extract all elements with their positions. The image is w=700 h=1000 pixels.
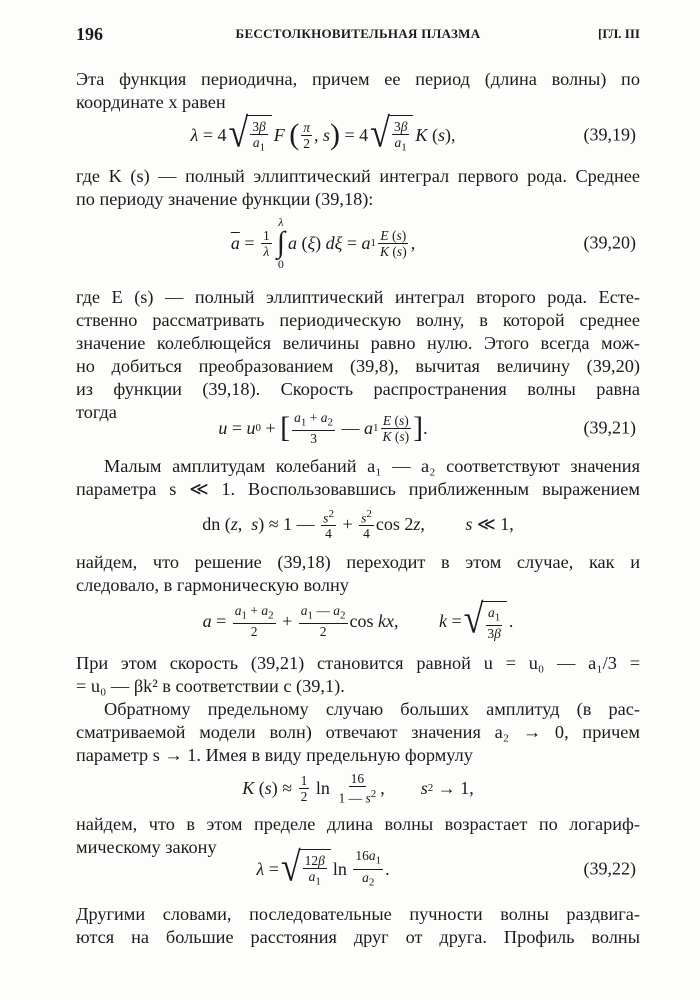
equation-body: $\overline{a}$ = 1 λ λ ∫ 0 a ( ξ ) dξ = a 1 E (s) K (s) , bbox=[230, 215, 416, 271]
text-line: координате x равен bbox=[76, 92, 226, 112]
text-line: найдем, что в этом пределе длина волны возрастает по логариф- bbox=[76, 814, 640, 834]
text-line: = u₀ — βk² в соответствии с (39,1). bbox=[76, 676, 345, 696]
equation-number: (39,19) bbox=[583, 124, 636, 145]
equation-harmonic-wave bbox=[76, 595, 640, 644]
equation-number: (39,20) bbox=[583, 232, 636, 253]
text-line: параметр s → 1. Имея в виду предельную формулу bbox=[76, 745, 473, 765]
equation-body: a = $a_1 + a_2$ 2 + $a_1$ — $a_2$ 2 cos kx , k = √ $a_1$ 3β . bbox=[202, 595, 514, 642]
equation-k-limit bbox=[76, 766, 640, 810]
equation-number: (39,21) bbox=[583, 417, 636, 438]
text-line: сматриваемой модели волн) отвечают значения a₂ → 0, причем bbox=[76, 722, 640, 742]
equation-body: λ = √ 12β $a_1$ ln $16a_1$ $a_2$ . bbox=[256, 843, 390, 890]
text-line: Обратному предельному случаю больших амплитуд (в рас- bbox=[104, 699, 640, 719]
text-line: найдем, что решение (39,18) переходит в этом случае, как и bbox=[76, 552, 640, 572]
text-line: где E (s) — полный эллиптический интеграл второго рода. Есте- bbox=[76, 287, 640, 307]
page-header bbox=[76, 24, 640, 48]
equation-body: dn ( z , s ) ≈ 1 — $s^2$ 4 + $s^2$ 4 cos 2 z , s ≪ 1, bbox=[202, 507, 514, 542]
text-line: ственно рассматривать периодическую волну, в которой среднее bbox=[76, 310, 640, 330]
equation-39-22 bbox=[76, 843, 640, 892]
equation-body: λ = 4 √ 3β $a_1$ F ( π 2 , s ) = 4 √ 3β $a_1$ K ( s ), bbox=[190, 109, 456, 156]
text-line: значение колеблющейся величины равно нулю. Этого всегда мож- bbox=[76, 333, 640, 353]
running-title: БЕССТОЛКНОВИТЕЛЬНАЯ ПЛАЗМА bbox=[235, 26, 481, 41]
chapter-label: [ГЛ. III bbox=[597, 26, 640, 41]
text-line: мическому закону bbox=[76, 837, 217, 857]
text-line: Малым амплитудам колебаний a₁ — a₂ соответствуют значения bbox=[104, 456, 640, 476]
text-line: Другими словами, последовательные пучности волны раздвига- bbox=[76, 904, 640, 924]
page-number: 196 bbox=[76, 24, 103, 44]
text-line: следовало, в гармоническую волну bbox=[76, 575, 349, 595]
text-line: тогда bbox=[76, 402, 117, 422]
text-line: параметра s ≪ 1. Воспользовавшись приближенным выражением bbox=[76, 479, 640, 499]
text-line: При этом скорость (39,21) становится равной u = u₀ — a₁/3 = bbox=[76, 653, 640, 673]
text-line: из функции (39,18). Скорость распространения волны равна bbox=[76, 379, 640, 399]
equation-body: K ( s ) ≈ 1 2 ln 16 1 — $s^2$ , s 2 → 1, bbox=[242, 770, 474, 806]
equation-dn-approx bbox=[76, 502, 640, 546]
equation-39-21 bbox=[76, 405, 640, 451]
equation-39-20 bbox=[76, 212, 640, 274]
text-line: ются на большие расстояния друг от друга. Профиль волны bbox=[76, 927, 640, 947]
equation-number: (39,22) bbox=[583, 858, 636, 879]
text-line: но добиться преобразованием (39,8), вычитая величину (39,20) bbox=[76, 356, 640, 376]
text-line: где K (s) — полный эллиптический интеграл первого рода. Среднее bbox=[76, 166, 640, 186]
text-line: по периоду значение функции (39,18): bbox=[76, 189, 374, 209]
text-line: Эта функция периодична, причем ее период (длина волны) по bbox=[76, 69, 640, 89]
equation-39-19 bbox=[76, 109, 640, 158]
equation-body: u = u 0 + [ $a_1 + a_2$ 3 — a 1 E (s) K (s) ] . bbox=[218, 409, 428, 447]
